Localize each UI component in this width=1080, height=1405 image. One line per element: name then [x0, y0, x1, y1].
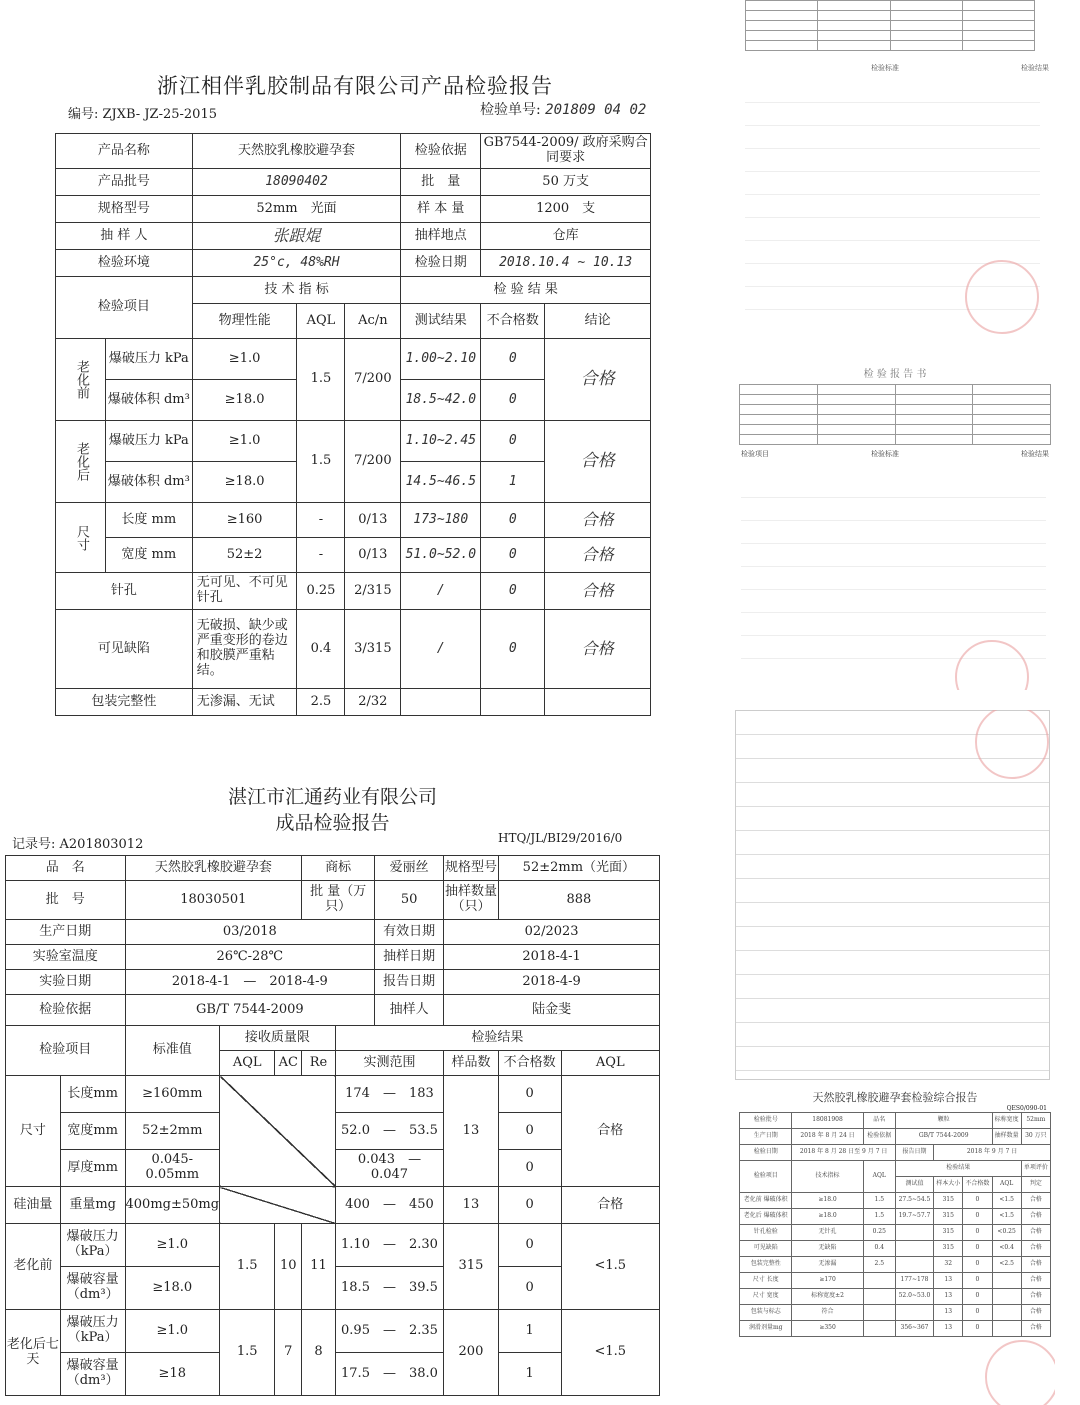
seal-stamp — [965, 260, 1039, 334]
faded-title: 检 验 报 告 书 — [863, 369, 927, 380]
table-row: 润滑剂量mg ≥350 356~367 13 0 合格 — [740, 1321, 1051, 1337]
table-row: 针孔检验 无针孔 0.25 315 0 <0.25 合格 — [740, 1225, 1051, 1241]
company-title: 湛江市汇通药业有限公司 — [227, 786, 437, 808]
record-number: 记录号: A201803012 — [12, 837, 144, 852]
table-row: 尺寸 长度 ≥170 177~178 13 0 合格 — [740, 1273, 1051, 1289]
report-faded-second: 检 验 报 告 书 检验项目 检验标准 检验结果 — [735, 365, 1055, 690]
report-code: 编号: ZJXB- JZ-25-2015 — [68, 107, 217, 122]
seal-stamp — [985, 1340, 1055, 1405]
serial-label: 检验单号: — [480, 102, 541, 118]
report-title: 浙江相伴乳胶制品有限公司产品检验报告 — [157, 74, 553, 98]
report-faded-top: 检验标准 检验结果 — [735, 0, 1055, 340]
report-comprehensive — [735, 1085, 1055, 1405]
table-row: 尺寸 宽度 标称宽度±2 52.0~53.0 13 0 合格 — [740, 1289, 1051, 1305]
table-row: 包装与标志 符合 13 0 合格 — [740, 1305, 1051, 1321]
report-zhejiang — [40, 55, 670, 720]
finished-product-table: 品 名 天然胶乳橡胶避孕套 商标 爱丽丝 规格型号 52±2mm（光面） 批 号 18030501 批 量（万只） 50 抽样数量（只） 888 生产日期 03/2018 有效日期 02/2023 实验室温度 26℃-28℃ 抽样日期 2018-4-1 实验日期 2018-4-1 — 2018-4-9 报告日期 2018-4-9 检验依据 GB/T 7544-2009 抽样人 陆金斐 检验项目 标准值 接收质量限 检验结果 AQL AC Re 实测范围 样品数 不合格数 AQL 尺寸 长度mm ≥160mm 174 — 183 13 0 合格 宽度mm 52±2mm 52.0 — 53.5 0 厚度mm 0.045-0.05mm 0.043 — 0.047 0 硅油量 重量mg 400mg±50mg 400 — 450 13 0 合格 老化前 爆破压力（kPa） ≥1.0 1.5 10 11 1.10 — 2.30 315 0 <1.5 爆破容量（dm³） ≥18.0 18.5 — 39.5 0 老化后七天 爆破压力（kPa） ≥1.0 1.5 7 8 0.95 — 2.35 200 1 <1.5 爆破容量（dm³） ≥18 17.5 — 38.0 1 — [5, 855, 660, 1396]
faded-header-table — [745, 0, 1035, 51]
comprehensive-table: 检验批号 18081908 品名 颗粒 标称宽度 52mm 生产日期 2018 年 8 月 24 日 检验依据 GB/T 7544-2009 抽样数量 30 万只 检验日期 2018 年 8 月 28 日至 9 月 7 日 报告日期 2018 年 9 月 7 日 检验项目 技术指标 AQL 检验结果 单项评价 测试值 样本大小 不合格数 AQL 判定 老化前 爆破体积 ≥18.0 1.5 27.5~54.5 315 0 <1.5 合格 老化后 爆破体积 ≥18.0 1.5 19.7~57.7 315 0 <1.5 合格 针孔检验 无针孔 0.25 315 0 <0.25 合格 可见缺陷 无缺陷 0.4 315 0 <0.4 合格 包装完整性 无渗漏 2.5 32 0 <2.5 合格 尺寸 长度 ≥170 177~178 13 0 合格 尺寸 宽度 标称宽度±2 52.0~53.0 13 0 合格 包装与标志 符合 13 0 合格 润滑剂量mg ≥350 356~367 13 0 合格 — [739, 1112, 1051, 1337]
inspection-table: 产品名称 天然胶乳橡胶避孕套 检验依据 GB7544-2009/ 政府采购合同要求 产品批号 18090402 批 量 50 万支 规格型号 52mm 光面 样 本 量 1200 支 抽 样 人 张跟焜 抽样地点 仓库 检验环境 25°c, 48%RH 检验日期 2018.10.4 ~ 10.13 检验项目 技 术 指 标 检 验 结 果 物理性能 AQL Ac/n 测试结果 不合格数 结论 老化前 爆破压力 kPa ≥1.0 1.5 7/200 1.00~2.10 0 合格 爆破体积 dm³ ≥18.0 18.5~42.0 0 老化后 爆破压力 kPa ≥1.0 1.5 7/200 1.10~2.45 0 合格 爆破体积 dm³ ≥18.0 14.5~46.5 1 尺寸 长度 mm ≥160 - 0/13 173~180 0 合格 宽度 mm 52±2 - 0/13 51.0~52.0 0 合格 针孔 无可见、不可见针孔 0.25 2/315 / 0 合格 可见缺陷 无破损、缺少或严重变形的卷边和胶膜严重粘结。 0.4 3/315 / 0 合格 包装完整性 无渗漏、无试 2.5 2/32 — [55, 133, 651, 716]
comprehensive-code: QES0/090-01 — [1006, 1105, 1047, 1112]
comprehensive-title: 天然胶乳橡胶避孕套检验综合报告 — [812, 1091, 978, 1104]
faded-header-table — [739, 384, 1051, 445]
form-code: HTQ/JL/BI29/2016/0 — [498, 831, 623, 845]
table-row: 老化后 爆破体积 ≥18.0 1.5 19.7~57.7 315 0 <1.5 合格 — [740, 1209, 1051, 1225]
report-faded-third — [735, 710, 1050, 1080]
report-title: 成品检验报告 — [275, 812, 390, 834]
table-row: 可见缺陷 无缺陷 0.4 315 0 <0.4 合格 — [740, 1241, 1051, 1257]
serial-value: 201809 04 02 — [545, 102, 647, 118]
table-row: 包装完整性 无渗漏 2.5 32 0 <2.5 合格 — [740, 1257, 1051, 1273]
table-row: 老化前 爆破体积 ≥18.0 1.5 27.5~54.5 315 0 <1.5 合格 — [740, 1193, 1051, 1209]
report-serial — [480, 99, 646, 119]
report-zhanjiang — [0, 770, 665, 1405]
